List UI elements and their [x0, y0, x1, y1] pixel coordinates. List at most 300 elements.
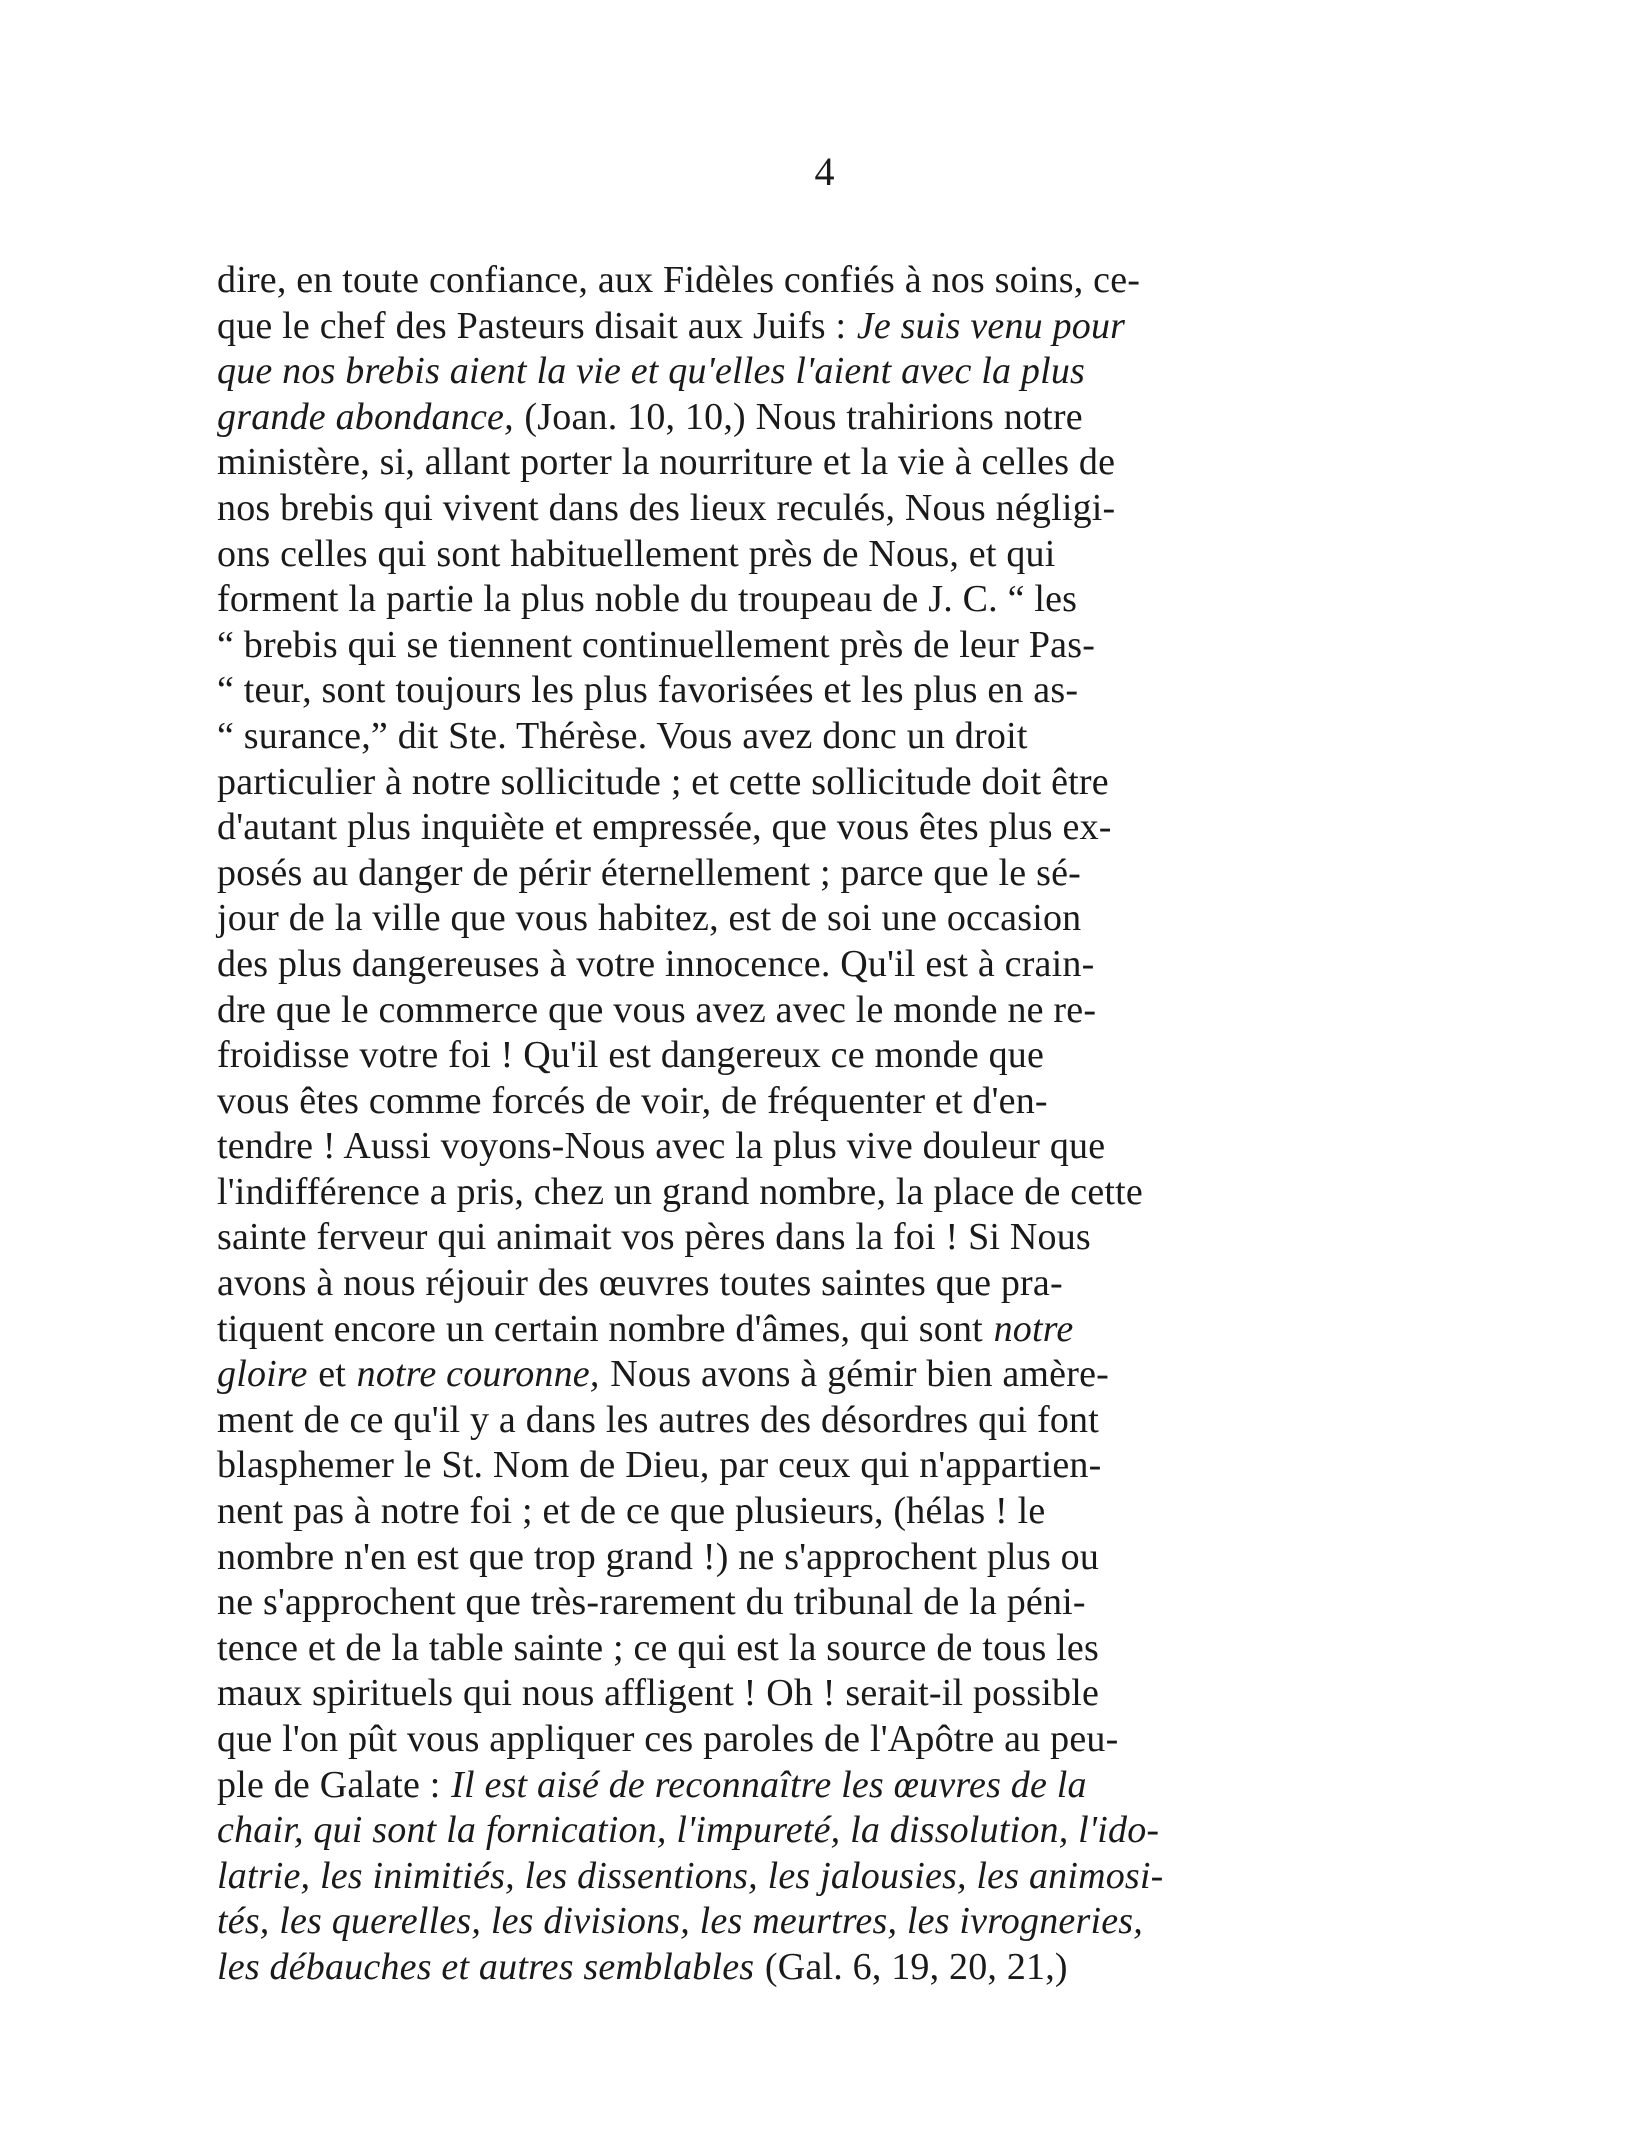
word: nous	[343, 1262, 416, 1305]
word: certain	[493, 1307, 599, 1350]
text-line	[217, 805, 1413, 851]
word: source	[826, 1626, 927, 1669]
text-line	[217, 1945, 1413, 1991]
word: Dieu,	[625, 1444, 710, 1487]
word: qui	[1006, 532, 1056, 575]
text-line	[217, 1398, 1413, 1444]
roman-text	[217, 1535, 1099, 1581]
roman-text	[217, 1261, 1063, 1307]
word: !	[322, 1125, 336, 1168]
text-line	[217, 1717, 1413, 1763]
word: tous	[982, 1626, 1047, 1669]
word: gémir	[827, 1353, 917, 1396]
word: la	[1056, 1763, 1087, 1806]
word: Si	[968, 1216, 1001, 1259]
word: que	[217, 350, 273, 393]
word: couronne,	[446, 1353, 600, 1396]
word: dans	[548, 486, 620, 529]
roman-text	[217, 1626, 1099, 1672]
word: que	[468, 1535, 525, 1578]
word: près	[748, 532, 813, 575]
text-line	[217, 532, 1413, 578]
word: périr	[518, 851, 592, 894]
word: avons	[700, 1353, 791, 1396]
word: “	[1007, 578, 1025, 621]
word: de	[595, 1079, 632, 1122]
text-line	[217, 668, 1413, 714]
word: qui	[347, 623, 397, 666]
word: la	[981, 350, 1012, 393]
word: pères	[684, 1216, 766, 1259]
word: re-	[1053, 988, 1097, 1031]
roman-text	[217, 532, 1056, 578]
word: un	[445, 1307, 485, 1350]
word: ;	[819, 851, 831, 894]
roman-text	[217, 1398, 1099, 1444]
word: la	[391, 1626, 420, 1669]
word: pût	[348, 1718, 398, 1760]
word: vive	[846, 1125, 913, 1168]
text-line	[217, 1626, 1413, 1672]
word: !	[743, 1672, 757, 1715]
italic-text	[217, 395, 514, 441]
roman-text	[217, 304, 846, 350]
word: chef	[319, 304, 386, 347]
word: qui	[377, 532, 427, 575]
word: ment	[217, 1398, 294, 1441]
word: Nous	[610, 1353, 692, 1396]
word: qui	[462, 1672, 513, 1715]
word: n'en	[343, 1535, 407, 1578]
word: qui	[860, 1444, 910, 1487]
word: de	[936, 1626, 973, 1669]
text-line	[217, 440, 1413, 486]
word: réjouir	[425, 1262, 529, 1305]
word: Qu'il	[523, 1034, 599, 1077]
text-line	[217, 1899, 1413, 1945]
word: l'impureté,	[676, 1809, 841, 1852]
word: chair,	[217, 1809, 304, 1852]
word: droit	[954, 714, 1028, 757]
word: !	[500, 1034, 514, 1077]
text-line	[217, 1763, 1413, 1809]
word: notre	[411, 760, 491, 803]
word: posés	[217, 851, 303, 894]
word: nos	[931, 259, 985, 301]
word: tiquent	[217, 1307, 324, 1350]
word: venu	[970, 304, 1043, 347]
word: soi	[826, 897, 872, 940]
word: dissentions,	[577, 1854, 758, 1897]
roman-text	[217, 896, 1081, 942]
word: donc	[822, 714, 897, 757]
word: trahirions	[846, 395, 994, 438]
text-line	[217, 577, 1413, 623]
word: de	[288, 897, 325, 940]
word: des	[537, 1262, 590, 1305]
word: péni-	[1006, 1581, 1086, 1624]
word: que	[933, 851, 989, 894]
text-line	[217, 1671, 1413, 1717]
text-line	[217, 1489, 1413, 1535]
word: d'autant	[217, 806, 338, 849]
word: trop	[533, 1535, 596, 1578]
word: la	[334, 897, 363, 940]
word: à	[954, 441, 972, 484]
word: les	[976, 1854, 1020, 1897]
roman-text	[217, 942, 1094, 988]
word: se	[406, 623, 439, 666]
roman-text	[217, 851, 1081, 897]
word: Nom	[492, 1444, 570, 1487]
word: une	[881, 897, 938, 940]
text-line	[217, 942, 1413, 988]
word: Il	[451, 1763, 475, 1806]
word: que	[465, 1581, 522, 1624]
roman-text	[217, 668, 1078, 714]
roman-text	[217, 1717, 1118, 1763]
word: nourriture	[659, 441, 814, 484]
word: affligent	[604, 1672, 734, 1715]
word: que	[771, 806, 828, 849]
word: blasphemer	[217, 1444, 395, 1487]
word: forment	[217, 578, 339, 621]
word: un	[906, 714, 946, 757]
word: des	[628, 486, 681, 529]
word: que	[275, 988, 332, 1031]
text-line	[217, 304, 1413, 350]
word: ivrogneries,	[959, 1900, 1143, 1943]
word: avec	[655, 1125, 726, 1168]
text-line	[217, 1580, 1413, 1626]
word: qu'il	[393, 1398, 461, 1441]
word: nos	[217, 486, 271, 529]
word: surance,”	[243, 714, 388, 757]
word: êtes	[919, 806, 979, 849]
word: tribunal	[793, 1581, 914, 1624]
word: dans	[525, 1398, 597, 1441]
word: les	[860, 669, 904, 712]
word: sont	[918, 1307, 983, 1350]
word: que	[217, 304, 273, 347]
word: empressée,	[592, 806, 762, 849]
word: (Joan.	[524, 395, 618, 438]
word: à	[316, 1262, 334, 1305]
word: ou	[1060, 1535, 1100, 1578]
word: “	[217, 714, 235, 757]
word: plus	[772, 1125, 837, 1168]
roman-text	[217, 1079, 1048, 1125]
word: pris,	[456, 1170, 525, 1213]
word: foi	[448, 1034, 491, 1077]
word: des	[395, 304, 447, 347]
word: les	[531, 669, 575, 712]
word: le	[341, 988, 369, 1031]
word: de	[579, 1490, 617, 1533]
word: allant	[424, 441, 511, 484]
word: Fidèles	[663, 259, 775, 301]
word: (hélas	[893, 1490, 986, 1533]
text-line	[217, 760, 1413, 806]
roman-text	[217, 1443, 1102, 1489]
word: Thérèse.	[516, 714, 648, 757]
word: foi	[469, 1490, 513, 1533]
text-line	[217, 258, 1413, 304]
word: maux	[217, 1672, 303, 1715]
word: partie	[385, 578, 474, 621]
word: saintes	[821, 1262, 926, 1305]
word: inimitiés,	[372, 1854, 515, 1897]
word: font	[1036, 1398, 1099, 1441]
word: que	[450, 897, 506, 940]
word: Nous	[755, 395, 837, 438]
roman-text	[217, 1489, 1045, 1535]
word: chez	[533, 1170, 605, 1213]
word: en	[296, 259, 333, 301]
word: à	[977, 942, 995, 985]
word: autres	[658, 1398, 751, 1441]
word: sé-	[1036, 851, 1081, 894]
word: tendre	[217, 1125, 314, 1168]
word: cette	[728, 760, 802, 803]
roman-text	[217, 1215, 1091, 1261]
word: des	[760, 1398, 812, 1441]
word: les	[524, 1854, 568, 1897]
word: les	[906, 1900, 950, 1943]
word: ple	[217, 1763, 265, 1806]
italic-text	[217, 1808, 1159, 1854]
roman-text	[217, 1580, 1086, 1626]
word: !	[945, 1216, 959, 1259]
word: douleur	[922, 1125, 1041, 1168]
word: pour	[1052, 304, 1126, 347]
word: vos	[621, 1216, 675, 1259]
word: Pas-	[1028, 623, 1096, 666]
word: noble	[594, 578, 681, 621]
word: comme	[368, 1079, 482, 1122]
word: qui	[859, 1307, 910, 1350]
roman-text	[217, 258, 1140, 304]
word: place	[933, 1170, 1015, 1213]
text-line	[217, 1033, 1413, 1079]
word: nos	[282, 350, 336, 393]
word: notre	[993, 1307, 1074, 1350]
word: celles	[981, 441, 1070, 484]
roman-text	[318, 1352, 346, 1398]
word: particulier	[217, 760, 376, 803]
word: dans	[775, 1216, 846, 1259]
word: Pasteurs	[456, 304, 585, 347]
word: Nous,	[868, 532, 960, 575]
word: sollicitude	[500, 760, 662, 803]
word: a	[498, 1398, 516, 1441]
word: qui	[437, 1216, 487, 1259]
word: sollicitude	[811, 760, 972, 803]
word: sont	[436, 532, 501, 575]
word: votre	[576, 942, 656, 985]
word: œuvres	[893, 1763, 1002, 1806]
word: de	[273, 1763, 311, 1806]
word: tés,	[217, 1900, 270, 1943]
word: la	[446, 1809, 477, 1852]
word: grande	[217, 395, 326, 438]
word: aient	[449, 350, 527, 393]
word: parce	[840, 851, 924, 894]
word: la	[483, 578, 512, 621]
word: la	[860, 441, 889, 484]
word: de	[608, 1763, 646, 1806]
italic-text	[357, 1352, 600, 1398]
word: est	[484, 1763, 528, 1806]
word: la	[348, 578, 377, 621]
word: de	[721, 1079, 758, 1122]
text-line	[217, 1307, 1413, 1353]
text-line	[217, 1535, 1413, 1581]
roman-text	[217, 486, 1115, 532]
word: ne	[217, 1581, 254, 1624]
word: C.	[962, 578, 998, 621]
word: Galate	[319, 1763, 421, 1806]
word: de	[823, 1718, 861, 1760]
word: habituellement	[510, 532, 739, 575]
word: Vous	[656, 714, 733, 757]
word: leur	[959, 623, 1020, 666]
word: crain-	[1004, 942, 1095, 985]
roman-text	[217, 805, 1112, 851]
word: que	[548, 988, 604, 1031]
word: as-	[1033, 669, 1079, 712]
word: meurtres,	[752, 1900, 898, 1943]
word: le	[998, 851, 1027, 894]
word: les	[1056, 1626, 1099, 1669]
italic-text: les débauches et autres semblables	[217, 1945, 755, 1988]
word: aisé	[537, 1763, 600, 1806]
word: dangereuses	[351, 942, 540, 985]
text-line	[217, 714, 1413, 760]
word: Aussi	[343, 1125, 431, 1168]
word: ;	[521, 1490, 533, 1533]
word: ville	[372, 897, 441, 940]
word: aux	[597, 259, 654, 301]
word: à	[549, 942, 567, 985]
word: que	[935, 1262, 992, 1305]
word: qui	[978, 1398, 1028, 1441]
word: porter	[520, 441, 613, 484]
word: nombre,	[759, 1170, 887, 1213]
word: celles	[280, 532, 368, 575]
word: grand	[605, 1535, 694, 1578]
word: être	[1051, 760, 1109, 803]
word: vivent	[442, 486, 539, 529]
word: s'approchent	[784, 1535, 978, 1578]
roman-text	[217, 1307, 983, 1353]
word: un	[613, 1170, 653, 1213]
word: de	[579, 1444, 616, 1487]
word: ce	[625, 1490, 661, 1533]
roman-text	[217, 440, 1115, 486]
word: teur,	[243, 669, 312, 712]
text-line	[217, 1808, 1413, 1854]
word: très-rarement	[530, 1581, 736, 1624]
word: avez	[695, 988, 766, 1031]
word: de	[303, 1398, 340, 1441]
word: plus	[986, 1535, 1051, 1578]
word: continuellement	[581, 623, 830, 666]
word: monde	[893, 988, 998, 1031]
word: d'en-	[972, 1079, 1048, 1122]
word: J.	[928, 578, 953, 621]
word: ministère,	[217, 441, 370, 484]
roman-text	[524, 395, 1082, 441]
word: plus	[347, 806, 412, 849]
word: aux	[687, 304, 744, 347]
word: danger	[358, 851, 463, 894]
word: “	[217, 669, 235, 712]
word: sont	[321, 669, 386, 712]
text-line	[217, 623, 1413, 669]
roman-text	[217, 1763, 441, 1809]
word: forcés	[491, 1079, 586, 1122]
roman-text	[217, 623, 1095, 669]
body-text	[217, 258, 1413, 1991]
word: ;	[613, 1626, 624, 1669]
word: vous	[515, 897, 589, 940]
italic-text	[857, 304, 1125, 350]
word: :	[835, 304, 847, 347]
word: pas	[292, 1490, 345, 1533]
italic-text	[217, 1899, 1143, 1945]
word: les	[767, 1854, 811, 1897]
word: est	[416, 1535, 460, 1578]
word: avec	[775, 988, 847, 1031]
word: de	[1024, 1170, 1061, 1213]
word: Qu'il	[840, 942, 916, 985]
word: ceux	[778, 1444, 851, 1487]
word: nombre	[608, 1307, 726, 1350]
word: et	[822, 441, 851, 484]
word: est	[608, 1034, 652, 1077]
word: est	[728, 897, 772, 940]
word: vous	[836, 806, 910, 849]
word: qui	[383, 486, 434, 529]
roman-text	[217, 988, 1096, 1034]
word: vie	[576, 350, 622, 393]
word: fréquenter	[767, 1079, 926, 1122]
word: est	[736, 1626, 780, 1669]
word: occasion	[946, 897, 1082, 940]
word: brebis	[345, 350, 441, 393]
word: jalousies,	[820, 1854, 967, 1897]
word: notre	[356, 1353, 437, 1396]
word: l'ido-	[1078, 1809, 1160, 1852]
word: reconnaître	[654, 1763, 832, 1806]
word: confiance,	[428, 259, 589, 301]
word: et	[542, 1490, 571, 1533]
word: notre	[380, 1490, 460, 1533]
text-line	[217, 1261, 1413, 1307]
word: reculés,	[776, 486, 896, 529]
word: cette	[1070, 1170, 1143, 1213]
word: ce	[830, 1034, 865, 1077]
word: œuvres	[598, 1262, 710, 1305]
page-number: 4	[814, 149, 835, 194]
word: sainte	[513, 1626, 604, 1669]
italic-text	[994, 1307, 1074, 1353]
word: Juifs	[752, 304, 826, 347]
word: de	[345, 1626, 382, 1669]
text-line	[217, 1215, 1413, 1261]
word: et	[934, 1079, 963, 1122]
